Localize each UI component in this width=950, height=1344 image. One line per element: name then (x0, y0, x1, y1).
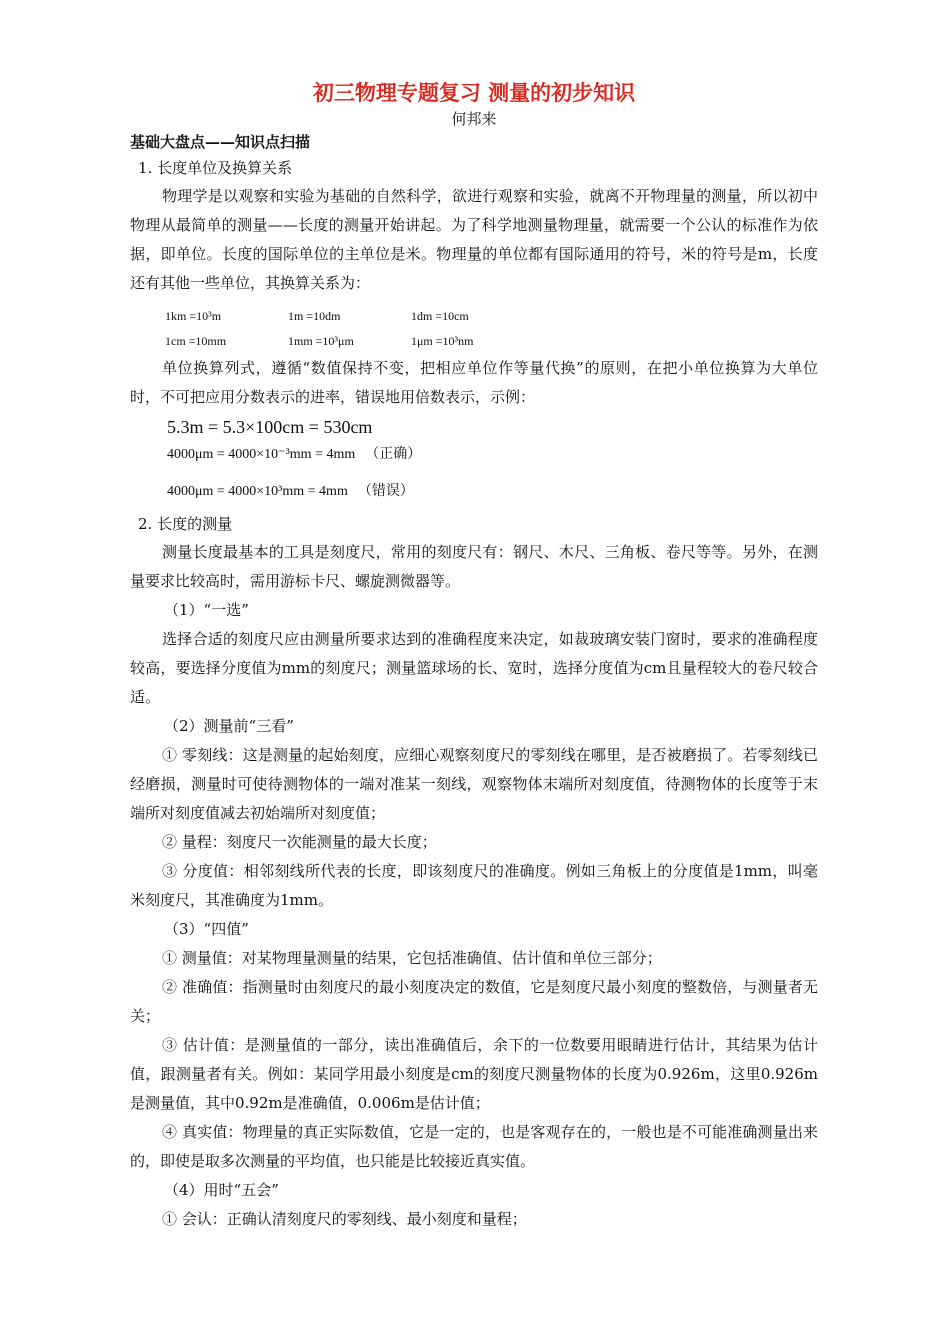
s2-sub2-item: ① 零刻线：这是测量的起始刻度，应细心观察刻度尺的零刻线在哪里，是否被磨损了。若零刻线已经磨损，测量时可使待测物体的一端对准某一刻线，观察物体末端所对刻度值，待测物体的长度等于末端所对刻度值减去初始端所对刻度值； (130, 746, 818, 822)
s1-heading: 1. 长度单位及换算关系 (138, 159, 293, 177)
unit-formula: 1dm =10cm (411, 309, 469, 323)
s2-sub3-item: ① 测量值：对某物理量测量的结果，它包括准确值、估计值和单位三部分； (162, 949, 662, 967)
s2-sub3-item: ② 准确值：指测量时由刻度尺的最小刻度决定的数值，它是刻度尺最小刻度的整数倍，与测量者无关； (130, 978, 818, 1025)
s2-sub3-item: ③ 估计值：是测量值的一部分，读出准确值后，余下的一位数要用眼睛进行估计，其结果为估计值，跟测量者有关。例如：某同学用最小刻度是cm的刻度尺测量物体的长度为0.926m，这里0.926m是测量值，其中0.92m是准确值，0.006m是估计值； (130, 1036, 818, 1112)
example-equation-2 (130, 440, 818, 469)
s2-sub2-item: ③ 分度值：相邻刻线所代表的长度，即该刻度尺的准确度。例如三角板上的分度值是1mm，叫毫米刻度尺，其准确度为1mm。 (130, 862, 818, 909)
s2-sub1-paragraph: 选择合适的刻度尺应由测量所要求达到的准确程度来决定，如裁玻璃安装门窗时，要求的准确程度较高，要选择分度值为mm的刻度尺；测量篮球场的长、宽时，选择分度值为cm且量程较大的卷尺较合适。 (130, 630, 818, 706)
unit-formula: 1cm =10mm (165, 334, 227, 348)
s2-sub4-item: ① 会认：正确认清刻度尺的零刻线、最小刻度和量程； (162, 1210, 527, 1228)
unit-conversion-row-2 (130, 329, 818, 354)
s2-paragraph-1: 测量长度最基本的工具是刻度尺，常用的刻度尺有：钢尺、木尺、三角板、卷尺等等。另外，在测量要求比较高时，需用游标卡尺、螺旋测微器等。 (130, 543, 818, 590)
unit-conversion-row-1 (130, 304, 818, 329)
s2-sub2-item: ② 量程：刻度尺一次能测量的最大长度； (162, 833, 437, 851)
equation-text: 4000μm = 4000×10⁻³mm = 4mm (167, 447, 356, 462)
s2-sub3-item: ④ 真实值：物理量的真正实际数值，它是一定的，也是客观存在的，一般也是不可能准确测量出来的，即使是取多次测量的平均值，也只能是比较接近真实值。 (130, 1123, 818, 1170)
s2-sub3-heading: （3）“四值” (164, 920, 249, 938)
example-equation-1: 5.3m = 5.3×100cm = 530cm (167, 417, 373, 437)
s2-heading: 2. 长度的测量 (138, 515, 233, 533)
unit-formula: 1μm =10³nm (411, 334, 474, 348)
unit-formula: 1km =10³m (165, 309, 222, 323)
unit-formula: 1m =10dm (288, 309, 341, 323)
document-page (130, 78, 818, 1234)
section-heading: 基础大盘点——知识点扫描 (130, 133, 311, 151)
equation-text: 4000μm = 4000×10³mm = 4mm (167, 484, 348, 499)
s2-sub1-heading: （1）“一选” (164, 601, 249, 619)
equation-note-correct: （正确） (365, 446, 422, 462)
author: 何邦来 (451, 110, 497, 128)
example-equation-3 (130, 477, 818, 506)
s2-sub2-heading: （2）测量前“三看” (164, 717, 294, 735)
s1-paragraph-1: 物理学是以观察和实验为基础的自然科学，欲进行观察和实验，就离不开物理量的测量，所以初中物理从最简单的测量——长度的测量开始讲起。为了科学地测量物理量，就需要一个公认的标准作为依据，即单位。长度的国际单位的主单位是米。物理量的单位都有国际通用的符号，米的符号是m，长度还有其他一些单位，其换算关系为： (130, 187, 818, 292)
unit-formula: 1mm =10³μm (288, 334, 354, 348)
equation-note-wrong: （错误） (357, 483, 414, 499)
s1-paragraph-2: 单位换算列式，遵循“数值保持不变，把相应单位作等量代换”的原则，在把小单位换算为大单位时，不可把应用分数表示的进率，错误地用倍数表示，示例： (130, 359, 818, 406)
page-title: 初三物理专题复习 测量的初步知识 (312, 80, 636, 105)
s2-sub4-heading: （4）用时“五会” (164, 1181, 279, 1199)
